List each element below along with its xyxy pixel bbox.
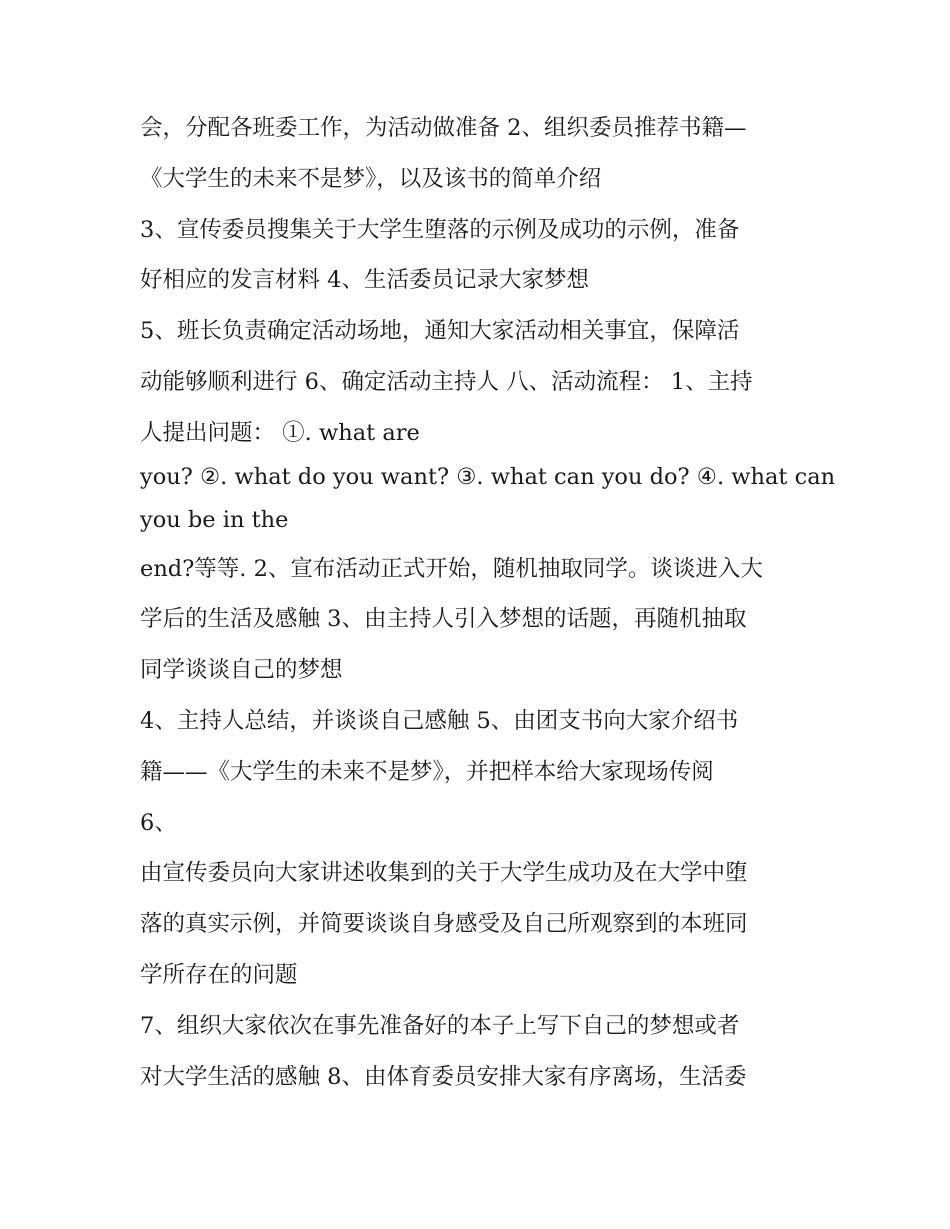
text-line: end?等等. 2、宣布活动正式开始，随机抽取同学。谈谈进入大	[140, 556, 763, 582]
text-line: you be in the	[140, 507, 289, 533]
text-line: 人提出问题： ①. what are	[140, 420, 420, 446]
text-line: 3、宣传委员搜集关于大学生堕落的示例及成功的示例，准备	[140, 217, 740, 243]
text-line: 好相应的发言材料 4、生活委员记录大家梦想	[140, 267, 589, 293]
text-line: 会，分配各班委工作，为活动做准备 2、组织委员推荐书籍—	[140, 115, 747, 141]
text-line: 4、主持人总结，并谈谈自己感触 5、由团支书向大家介绍书	[140, 708, 739, 734]
text-line: 《大学生的未来不是梦》，以及该书的简单介绍	[140, 166, 602, 192]
text-line: 动能够顺利进行 6、确定活动主持人 八、活动流程： 1、主持	[140, 369, 753, 395]
text-line: 由宣传委员向大家讲述收集到的关于大学生成功及在大学中堕	[140, 860, 748, 886]
text-line: 同学谈谈自己的梦想	[140, 657, 343, 683]
text-line: 学所存在的问题	[140, 962, 298, 988]
text-line: 6、	[140, 810, 177, 836]
text-line: you? ②. what do you want? ③. what can you do? ④. what can	[140, 464, 836, 490]
text-line: 学后的生活及感触 3、由主持人引入梦想的话题，再随机抽取	[140, 606, 747, 632]
text-line: 对大学生活的感触 8、由体育委员安排大家有序离场，生活委	[140, 1064, 747, 1090]
text-line: 落的真实示例，并简要谈谈自身感受及自己所观察到的本班同	[140, 911, 748, 937]
text-line: 籍——《大学生的未来不是梦》，并把样本给大家现场传阅	[140, 759, 714, 785]
text-line: 5、班长负责确定活动场地，通知大家活动相关事宜，保障活	[140, 318, 740, 344]
text-line: 7、组织大家依次在事先准备好的本子上写下自己的梦想或者	[140, 1013, 740, 1039]
